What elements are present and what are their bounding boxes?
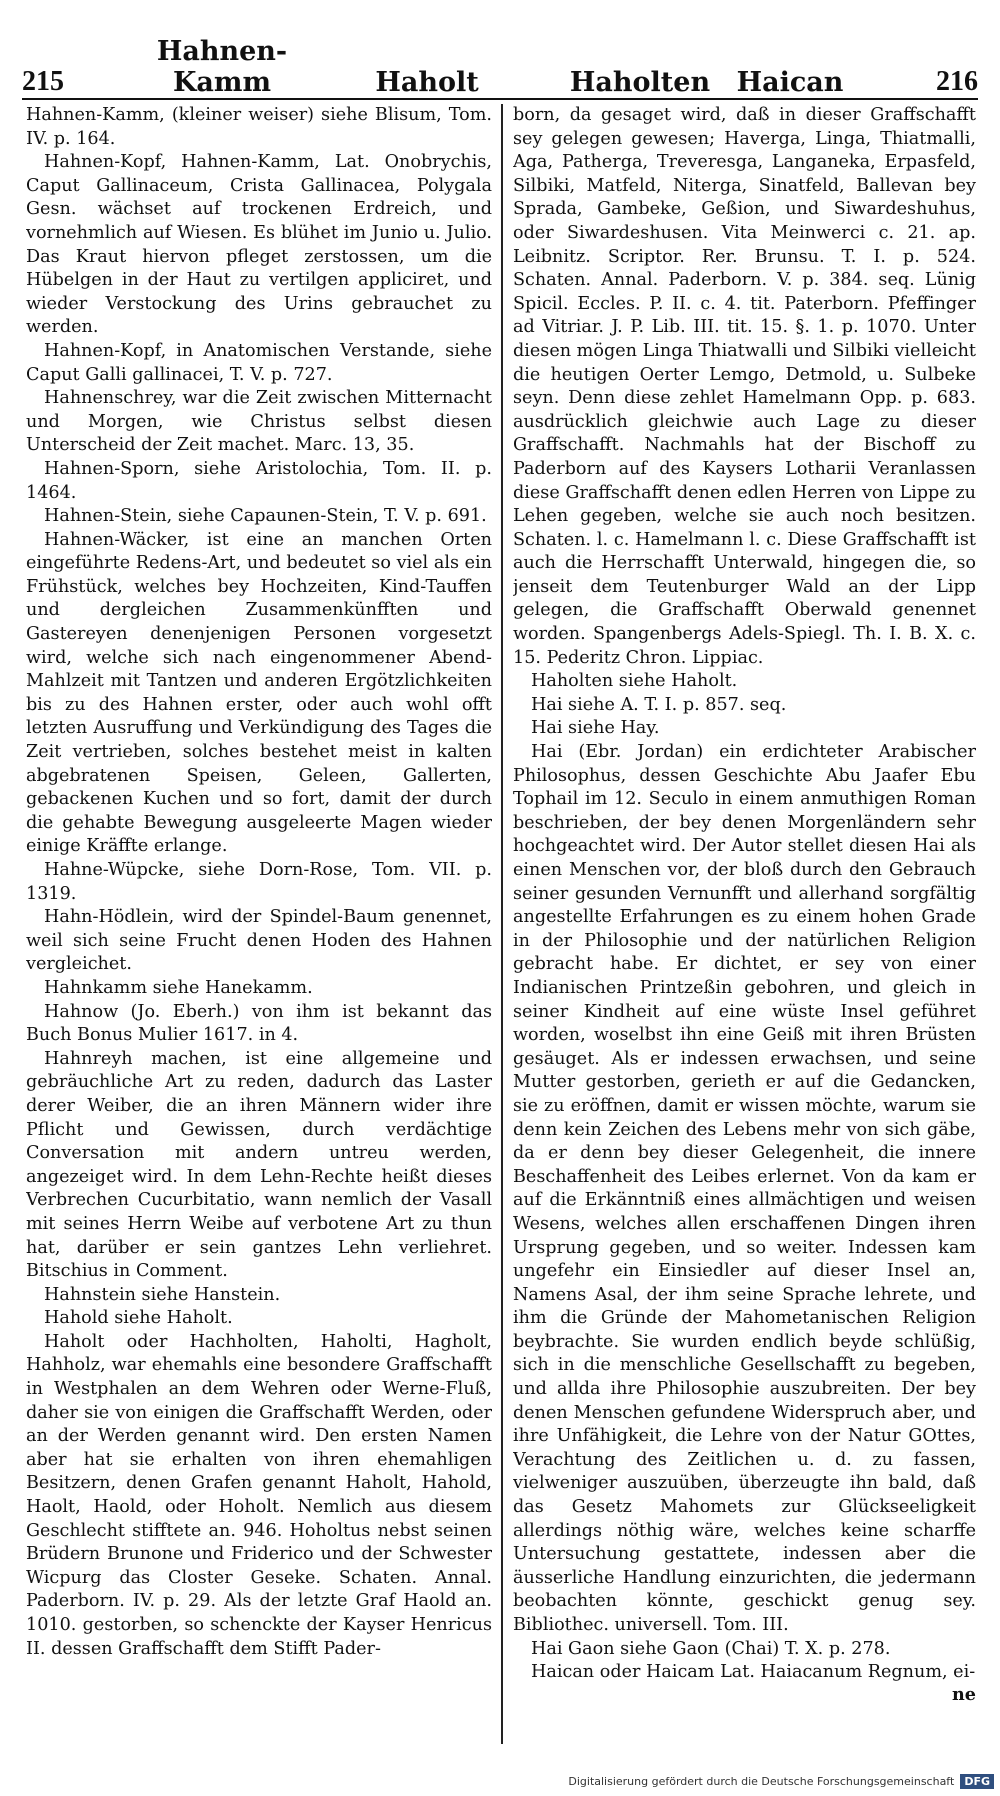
entry: Hahn-Hödlein, wird der Spindel-Baum genennet, weil sich seine Frucht denen Hoden des Hahnen vergleichet.: [26, 907, 492, 975]
right-column: [513, 104, 976, 1746]
entry: Hai Gaon siehe Gaon (Chai) T. X. p. 278.: [531, 1638, 891, 1659]
column-divider: [501, 104, 503, 1744]
entry: Haholt oder Hachholten, Haholti, Hagholt, Hahholz, war ehemahls eine besondere Graffschafft in Westphalen an dem Wehren oder Werne-Fluß, daher sie von einigen die Graffschafft Werden, oder an der Werden genannt wird. Den ersten Namen aber hat sie erhalten von ihren ehemahligen Besitzern, denen Grafen genannt Haholt, Hahold, Haolt, Haold, oder Hoholt. Nemlich aus diesem Geschlecht stifftete an. 946. Hoholtus nebst seinen Brüdern Brunone und Friderico und der Schwester Wicpurg das Closter Geseke. Schaten. Annal. Paderborn. IV. p. 29. Als der letzte Graf Haold an. 1010. gestorben, so schenckte der Kayser Henricus II. dessen Graffschafft dem Stifft Pader-: [26, 1331, 492, 1659]
header-keyword-3: Haholten: [569, 67, 711, 98]
page-number-right: 216: [936, 66, 978, 97]
entry: Hahnen-Wäcker, ist eine an manchen Orten eingeführte Redens-Art, und bedeutet so viel als ein Frühstück, welches bey Hochzeiten, Kind-Tauffen und dergleichen Zusammenkünfften und Gastereyen denenjenigen Personen vorgesetzt wird, welche sich nach eingenommener Abend-Mahlzeit mit Tantzen und anderen Ergötzlichkeiten bis zu des Hahnen erster, oder auch wohl offt letzten Ausruffung und Verkündigung des Tages die Zeit vertrieben, solches bestehet meist in kalten abgebratenen Speisen, Geleen, Gallerten, gebackenen Kuchen und so fort, damit der durch die gehabte Bewegung ausgeleerte Magen wieder einige Kräffte erlange.: [26, 529, 492, 857]
entry: Haholten siehe Haholt.: [531, 671, 738, 692]
entry: Hahnen-Kopf, in Anatomischen Verstande, siehe Caput Galli gallinacei, T. V. p. 727.: [26, 340, 492, 385]
entry: Hahnkamm siehe Hanekamm.: [44, 977, 313, 998]
entry: Hahnstein siehe Hanstein.: [44, 1284, 281, 1305]
digitization-footer: [568, 1772, 994, 1790]
left-column: [26, 104, 492, 1746]
entry: Hahnen-Sporn, siehe Aristolochia, Tom. II. p. 1464.: [26, 458, 492, 503]
catchword: ne: [952, 1683, 976, 1705]
entry: Hahnen-Kopf, Hahnen-Kamm, Lat. Onobrychis, Caput Gallinaceum, Crista Gallinacea, Polygala Gesn. wächset auf trockenen Erdreich, und vornehmlich auf Wiesen. Es blühet im Junio u. Julio. Das Kraut hiervon pfleget zerstossen, um die Hübelgen in der Haut zu vertilgen appliciret, und wieder Verstockung des Urins gebrauchet zu werden.: [26, 152, 492, 338]
header-keyword-1: Hahnen-Kamm: [156, 36, 288, 98]
header-keyword-4: Haican: [736, 67, 844, 98]
dfg-logo: DFG: [960, 1774, 994, 1789]
entry: born, da gesaget wird, daß in dieser Graffschafft sey gelegen gewesen; Haverga, Linga, Thiatmalli, Aga, Patherga, Treveresga, Langaneka, Erpasfeld, Silbiki, Matfeld, Niterga, Sinatfeld, Ballevan bey Sprada, Gambeke, Geßion, und Siwardeshuhus, oder Siwardeshusen. Vita Meinwerci c. 21. ap. Leibnitz. Scriptor. Rer. Brunsu. T. I. p. 524. Schaten. Annal. Paderborn. V. p. 384. seq. Lünig Spicil. Eccles. P. II. c. 4. tit. Paterborn. Pfeffinger ad Vitriar. J. P. Lib. III. tit. 15. §. 1. p. 1070. Unter diesen mögen Linga Thiatwalli und Silbiki vielleicht die heutigen Oerter Lemgo, Detmold, u. Sulbeke seyn. Denn diese zehlet Hamelmann Opp. p. 683. ausdrücklich gleichwie auch Lage zu dieser Graffschafft. Nachmahls hat der Bischoff zu Paderborn auf des Kaysers Lotharii Veranlassen diese Graffschafft denen edlen Herren von Lippe zu Lehen gegeben, welche sie auch noch besitzen. Schaten. l. c. Hamelmann l. c. Diese Graffschafft ist auch die Herrschafft Unterwald, hingegen die, so jenseit dem Teutenburger Wald an der Lipp gelegen, die Graffschafft Oberwald genennet worden. Spangenbergs Adels-Spiegl. Th. I. B. X. c. 15. Pederitz Chron. Lippiac.: [513, 105, 976, 668]
footer-credit: Digitalisierung gefördert durch die Deutsche Forschungsgemeinschaft: [568, 1774, 955, 1788]
page-number-left: 215: [22, 66, 64, 97]
header-keyword-2: Haholt: [375, 67, 479, 98]
entry: Haican oder Haicam Lat. Haiacanum Regnum, ei-: [531, 1662, 976, 1683]
entry: Hahnen-Kamm, (kleiner weiser) siehe Blisum, Tom. IV. p. 164.: [26, 105, 492, 149]
entry: Hahnreyh machen, ist eine allgemeine und gebräuchliche Art zu reden, dadurch das Laster derer Weiber, die an ihren Männern wider ihre Pflicht und Gewissen, durch verdächtige Conversation mit andern untreu werden, angezeiget wird. In dem Lehn-Rechte heißt dieses Verbrechen Cucurbitatio, wann nemlich der Vasall mit seines Herrn Weibe auf verbotene Art zu thun hat, darüber er sein gantzes Lehn verliehret. Bitschius in Comment.: [26, 1048, 492, 1282]
entry: Hahne-Wüpcke, siehe Dorn-Rose, Tom. VII. p. 1319.: [26, 860, 492, 904]
entry: Hai (Ebr. Jordan) ein erdichteter Arabischer Philosophus, dessen Geschichte Abu Jaafer Ebu Tophail im 12. Seculo in einem anmuthigen Roman beschrieben, der bey denen Morgenländern sehr hochgeachtet wird. Der Autor stellet diesen Hai als einen Menschen vor, der bloß durch den Gebrauch seiner gesunden Vernunfft und allerhand sorgfältig angestellte Erfahrungen es zu einem hohen Grade in der Philosophie und der natürlichen Religion gebracht habe. Er dichtet, er sey von einer Indianischen Printzeßin gebohren, und gleich in seiner Kindheit auf eine wüste Insel geführet worden, woselbst ihn eine Geiß mit ihren Brüsten gesäuget. Als er indessen erwachsen, und seine Mutter gestorben, gerieth er auf die Gedancken, sie zu eröffnen, damit er wissen möchte, warum sie denn kein Zeichen des Lebens mehr von sich gäbe, da er denn bey dieser Gelegenheit, die innere Beschaffenheit des Leibes erlernet. Von da kam er auf die Erkänntniß eines allmächtigen und weisen Wesens, welches allen erschaffenen Dingen ihren Ursprung gegeben, und so weiter. Indessen kam ungefehr ein Einsiedler auf dieser Insel an, Namens Asal, der ihm seine Sprache lehrete, und ihm die Gründe der Mahometanischen Religion beybrachte. Sie wurden endlich beyde schlüßig, sich in die menschliche Gesellschafft zu begeben, und allda ihre Philosophie auszubreiten. Der bey denen Menschen gefundene Widerspruch aber, und ihre Unfähigkeit, die Lehre von der Natur GOttes, Verachtung des Zeitlichen u. d. zu fassen, vielweniger auszuüben, überzeugte ihn bald, daß das Gesetz Mahomets zur Glückseeligkeit allerdings nöthig wäre, welches keine scharffe Untersuchung gestattete, indessen aber die äusserliche Handlung einzurichten, die jedermann beobachten könnte, geschickt genug sey. Bibliothec. universell. Tom. III.: [513, 742, 976, 1635]
entry: Hahnow (Jo. Eberh.) von ihm ist bekannt das Buch Bonus Mulier 1617. in 4.: [26, 1001, 492, 1046]
entry: Hahnen-Stein, siehe Capaunen-Stein, T. V. p. 691.: [44, 506, 487, 527]
entry: Hai siehe A. T. I. p. 857. seq.: [531, 694, 787, 715]
entry: Hahold siehe Haholt.: [44, 1308, 233, 1329]
entry: Hai siehe Hay.: [531, 718, 660, 739]
page-header: [22, 36, 978, 100]
entry: Hahnenschrey, war die Zeit zwischen Mitternacht und Morgen, wie Christus selbst diesen Unterscheid der Zeit machet. Marc. 13, 35.: [26, 388, 492, 456]
